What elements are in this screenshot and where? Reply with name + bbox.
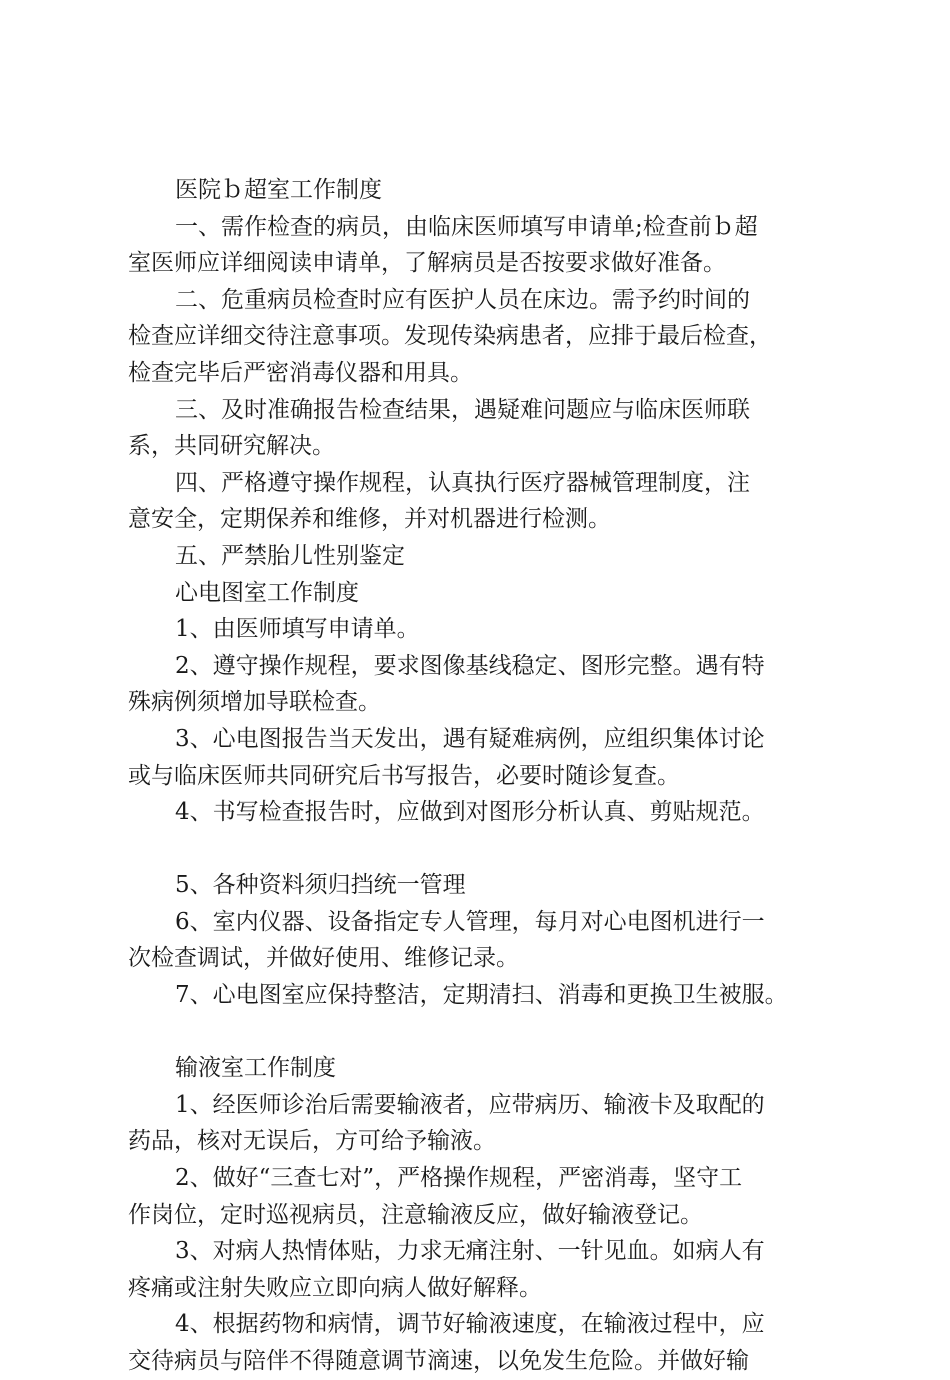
paragraph-line: 四、严格遵守操作规程，认真执行医疗器械管理制度，注 — [175, 469, 750, 496]
paragraph-line: 4、书写检查报告时，应做到对图形分析认真、剪贴规范。 — [175, 799, 765, 826]
paragraph-line: 2、做好“三查七对”，严格操作规程，严密消毒，坚守工 — [175, 1165, 743, 1192]
paragraph-line: 疼痛或注射失败应立即向病人做好解释。 — [128, 1274, 542, 1301]
paragraph-line: 7、心电图室应保持整洁，定期清扫、消毒和更换卫生被服。 — [175, 982, 788, 1009]
paragraph-line: 五、严禁胎儿性别鉴定 — [175, 542, 405, 569]
paragraph-line: 室医师应详细阅读申请单，了解病员是否按要求做好准备。 — [128, 250, 726, 277]
blank-line — [128, 831, 848, 868]
paragraph-line: 二、危重病员检查时应有医护人员在床边。需予约时间的 — [175, 286, 750, 313]
paragraph-line: 1、由医师填写申请单。 — [175, 616, 420, 643]
paragraph-line: 3、对病人热情体贴，力求无痛注射、一针见血。如病人有 — [175, 1238, 765, 1265]
paragraph-line: 作岗位，定时巡视病员，注意输液反应，做好输液登记。 — [128, 1201, 703, 1228]
paragraph-line: 三、及时准确报告检查结果，遇疑难问题应与临床医师联 — [175, 396, 750, 423]
paragraph-line: 药品，核对无误后，方可给予输液。 — [128, 1128, 496, 1155]
paragraph-line: 5、各种资料须归挡统一管理 — [175, 872, 466, 899]
paragraph-line: 或与临床医师共同研究后书写报告，必要时随诊复查。 — [128, 762, 680, 789]
blank-line — [128, 1014, 848, 1051]
paragraph-line: 次检查调试，并做好使用、维修记录。 — [128, 945, 519, 972]
paragraph-line: 交待病员与陪伴不得随意调节滴速，以免发生危险。并做好输 — [128, 1348, 749, 1374]
paragraph-line: 一、需作检查的病员，由临床医师填写申请单;检查前ｂ超 — [175, 213, 758, 240]
paragraph-line: 意安全，定期保养和维修，并对机器进行检测。 — [128, 506, 611, 533]
paragraph-line: 4、根据药物和病情，调节好输液速度，在输液过程中，应 — [175, 1311, 765, 1338]
section-title-b-ultrasound: 医院ｂ超室工作制度 — [175, 177, 382, 203]
paragraph-line: 检查应详细交待注意事项。发现传染病患者，应排于最后检查， — [128, 323, 772, 350]
paragraph-line: 2、遵守操作规程，要求图像基线稳定、图形完整。遇有特 — [175, 652, 765, 679]
paragraph-line: 1、经医师诊治后需要输液者，应带病历、输液卡及取配的 — [175, 1091, 765, 1118]
section-title-ecg: 心电图室工作制度 — [175, 579, 359, 606]
paragraph-line: 检查完毕后严密消毒仪器和用具。 — [128, 359, 473, 386]
paragraph-line: 3、心电图报告当天发出，遇有疑难病例，应组织集体讨论 — [175, 725, 765, 752]
paragraph-line: 殊病例须增加导联检查。 — [128, 689, 381, 716]
paragraph-line: 系，共同研究解决。 — [128, 433, 335, 460]
section-title-infusion: 输液室工作制度 — [175, 1055, 336, 1082]
document-body — [128, 172, 848, 1380]
paragraph-line: 6、室内仪器、设备指定专人管理，每月对心电图机进行一 — [175, 908, 765, 935]
